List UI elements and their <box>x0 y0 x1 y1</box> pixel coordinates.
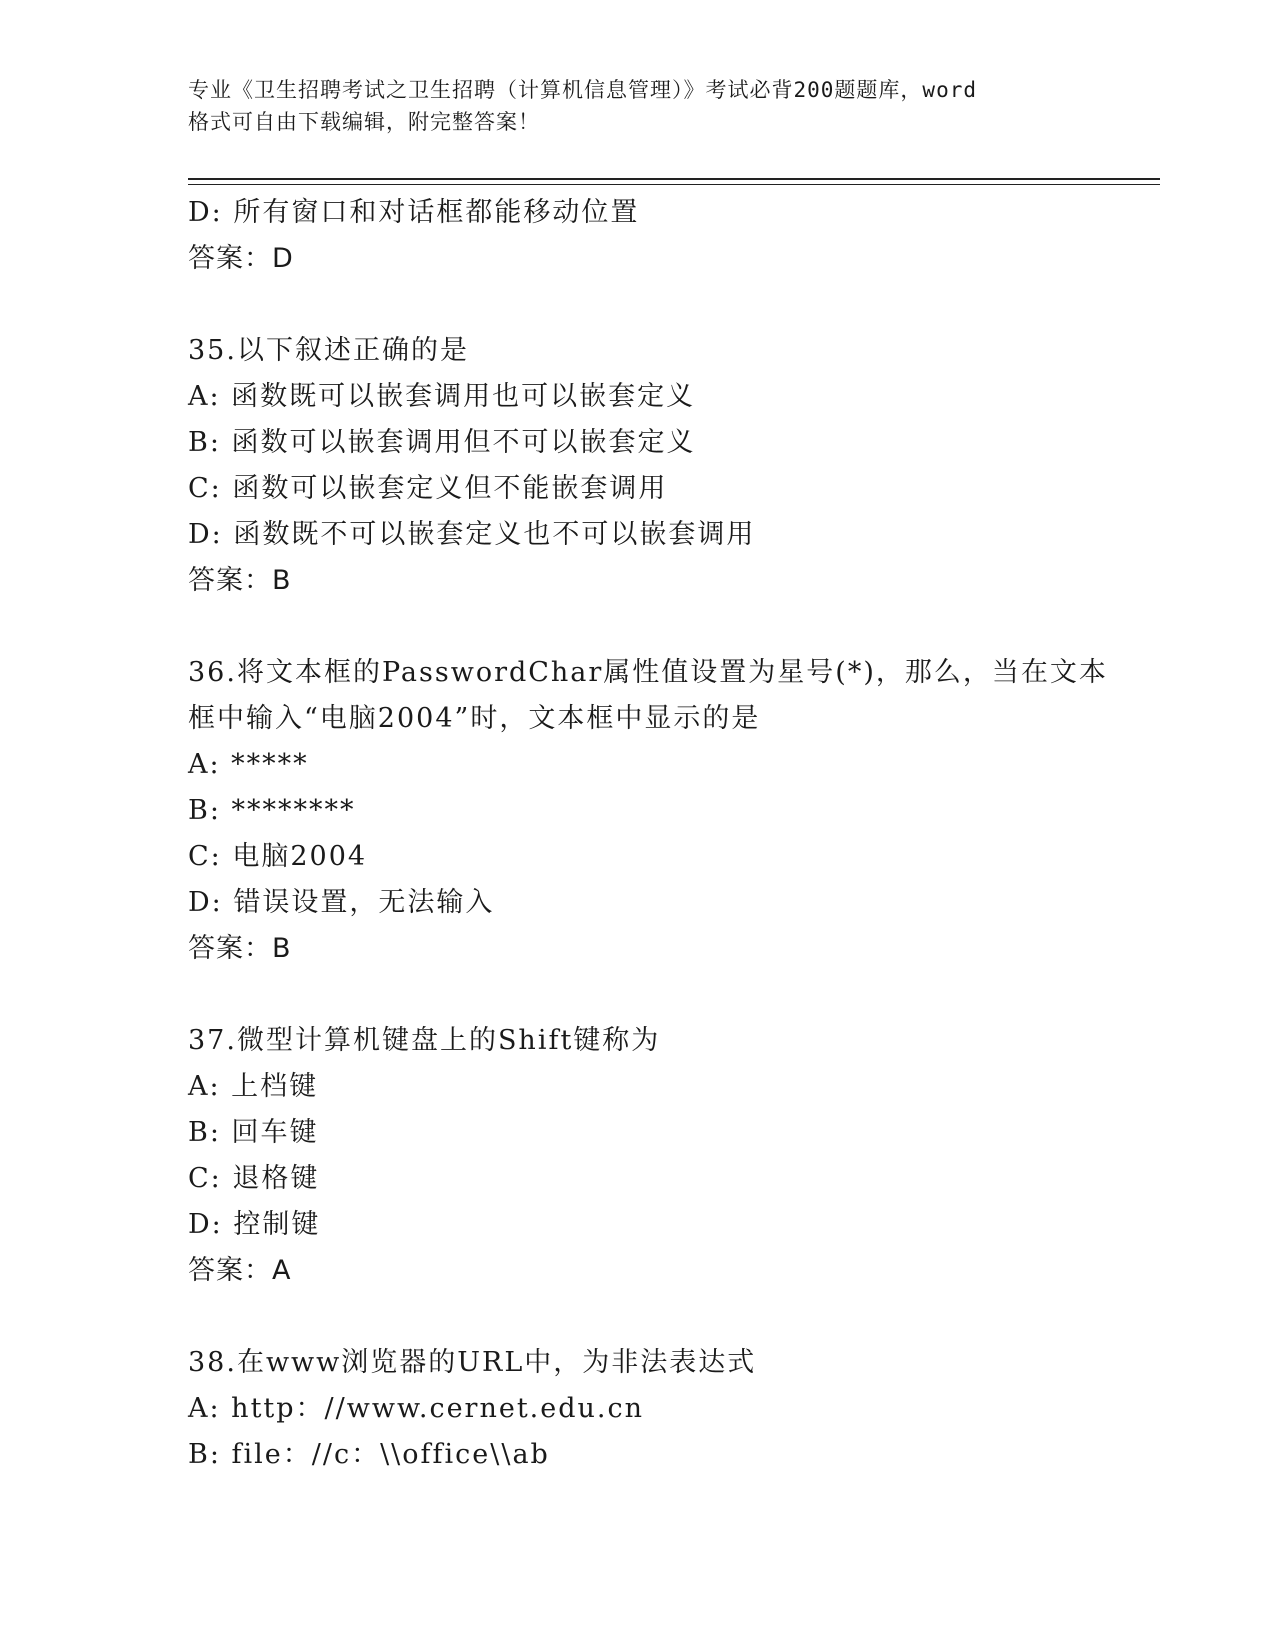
answer: 答案：A <box>188 1255 292 1286</box>
spacer <box>188 1294 1168 1340</box>
spacer <box>188 282 1168 328</box>
question-stem: 37.微型计算机键盘上的Shift键称为 <box>188 1025 661 1056</box>
answer: 答案：B <box>188 565 292 596</box>
question-37 <box>188 1018 1168 1294</box>
question-stem: 35.以下叙述正确的是 <box>188 335 469 366</box>
option-b: B: file：//c：\\office\\ab <box>188 1439 550 1470</box>
question-36 <box>188 650 1168 972</box>
document-header <box>188 74 1088 138</box>
header-divider-thin <box>188 184 1160 185</box>
option-c: C: 退格键 <box>188 1163 320 1194</box>
question-list <box>188 190 1168 1478</box>
question-38 <box>188 1340 1168 1478</box>
option-b: B: ******** <box>188 795 356 826</box>
option-d: D: 控制键 <box>188 1209 321 1240</box>
option-a: A: ***** <box>188 749 309 780</box>
option-c: C: 函数可以嵌套定义但不能嵌套调用 <box>188 473 668 504</box>
answer: 答案：D <box>188 243 294 274</box>
option-b: B: 函数可以嵌套调用但不可以嵌套定义 <box>188 427 696 458</box>
option-a: A: http：//www.cernet.edu.cn <box>188 1393 645 1424</box>
question-stem-line-1: 36.将文本框的PasswordChar属性值设置为星号(*)，那么，当在文本 <box>188 657 1108 688</box>
header-divider-thick <box>188 178 1160 180</box>
option-d: D: 错误设置，无法输入 <box>188 887 495 918</box>
option-a: A: 函数既可以嵌套调用也可以嵌套定义 <box>188 381 696 412</box>
question-stem: 38.在www浏览器的URL中，为非法表达式 <box>188 1347 757 1378</box>
question-stem-line-2: 框中输入“电脑2004”时，文本框中显示的是 <box>188 703 761 734</box>
spacer <box>188 972 1168 1018</box>
spacer <box>188 604 1168 650</box>
question-35 <box>188 328 1168 604</box>
option-d: D: 函数既不可以嵌套定义也不可以嵌套调用 <box>188 519 756 550</box>
option-b: B: 回车键 <box>188 1117 319 1148</box>
option-c: C: 电脑2004 <box>188 841 368 872</box>
question-34 <box>188 190 1168 282</box>
header-line-2: 格式可自由下载编辑，附完整答案！ <box>188 110 540 134</box>
option-d: D: 所有窗口和对话框都能移动位置 <box>188 197 640 228</box>
answer: 答案：B <box>188 933 292 964</box>
header-line-1: 专业《卫生招聘考试之卫生招聘（计算机信息管理）》考试必背200题题库，word <box>188 78 977 102</box>
option-a: A: 上档键 <box>188 1071 319 1102</box>
